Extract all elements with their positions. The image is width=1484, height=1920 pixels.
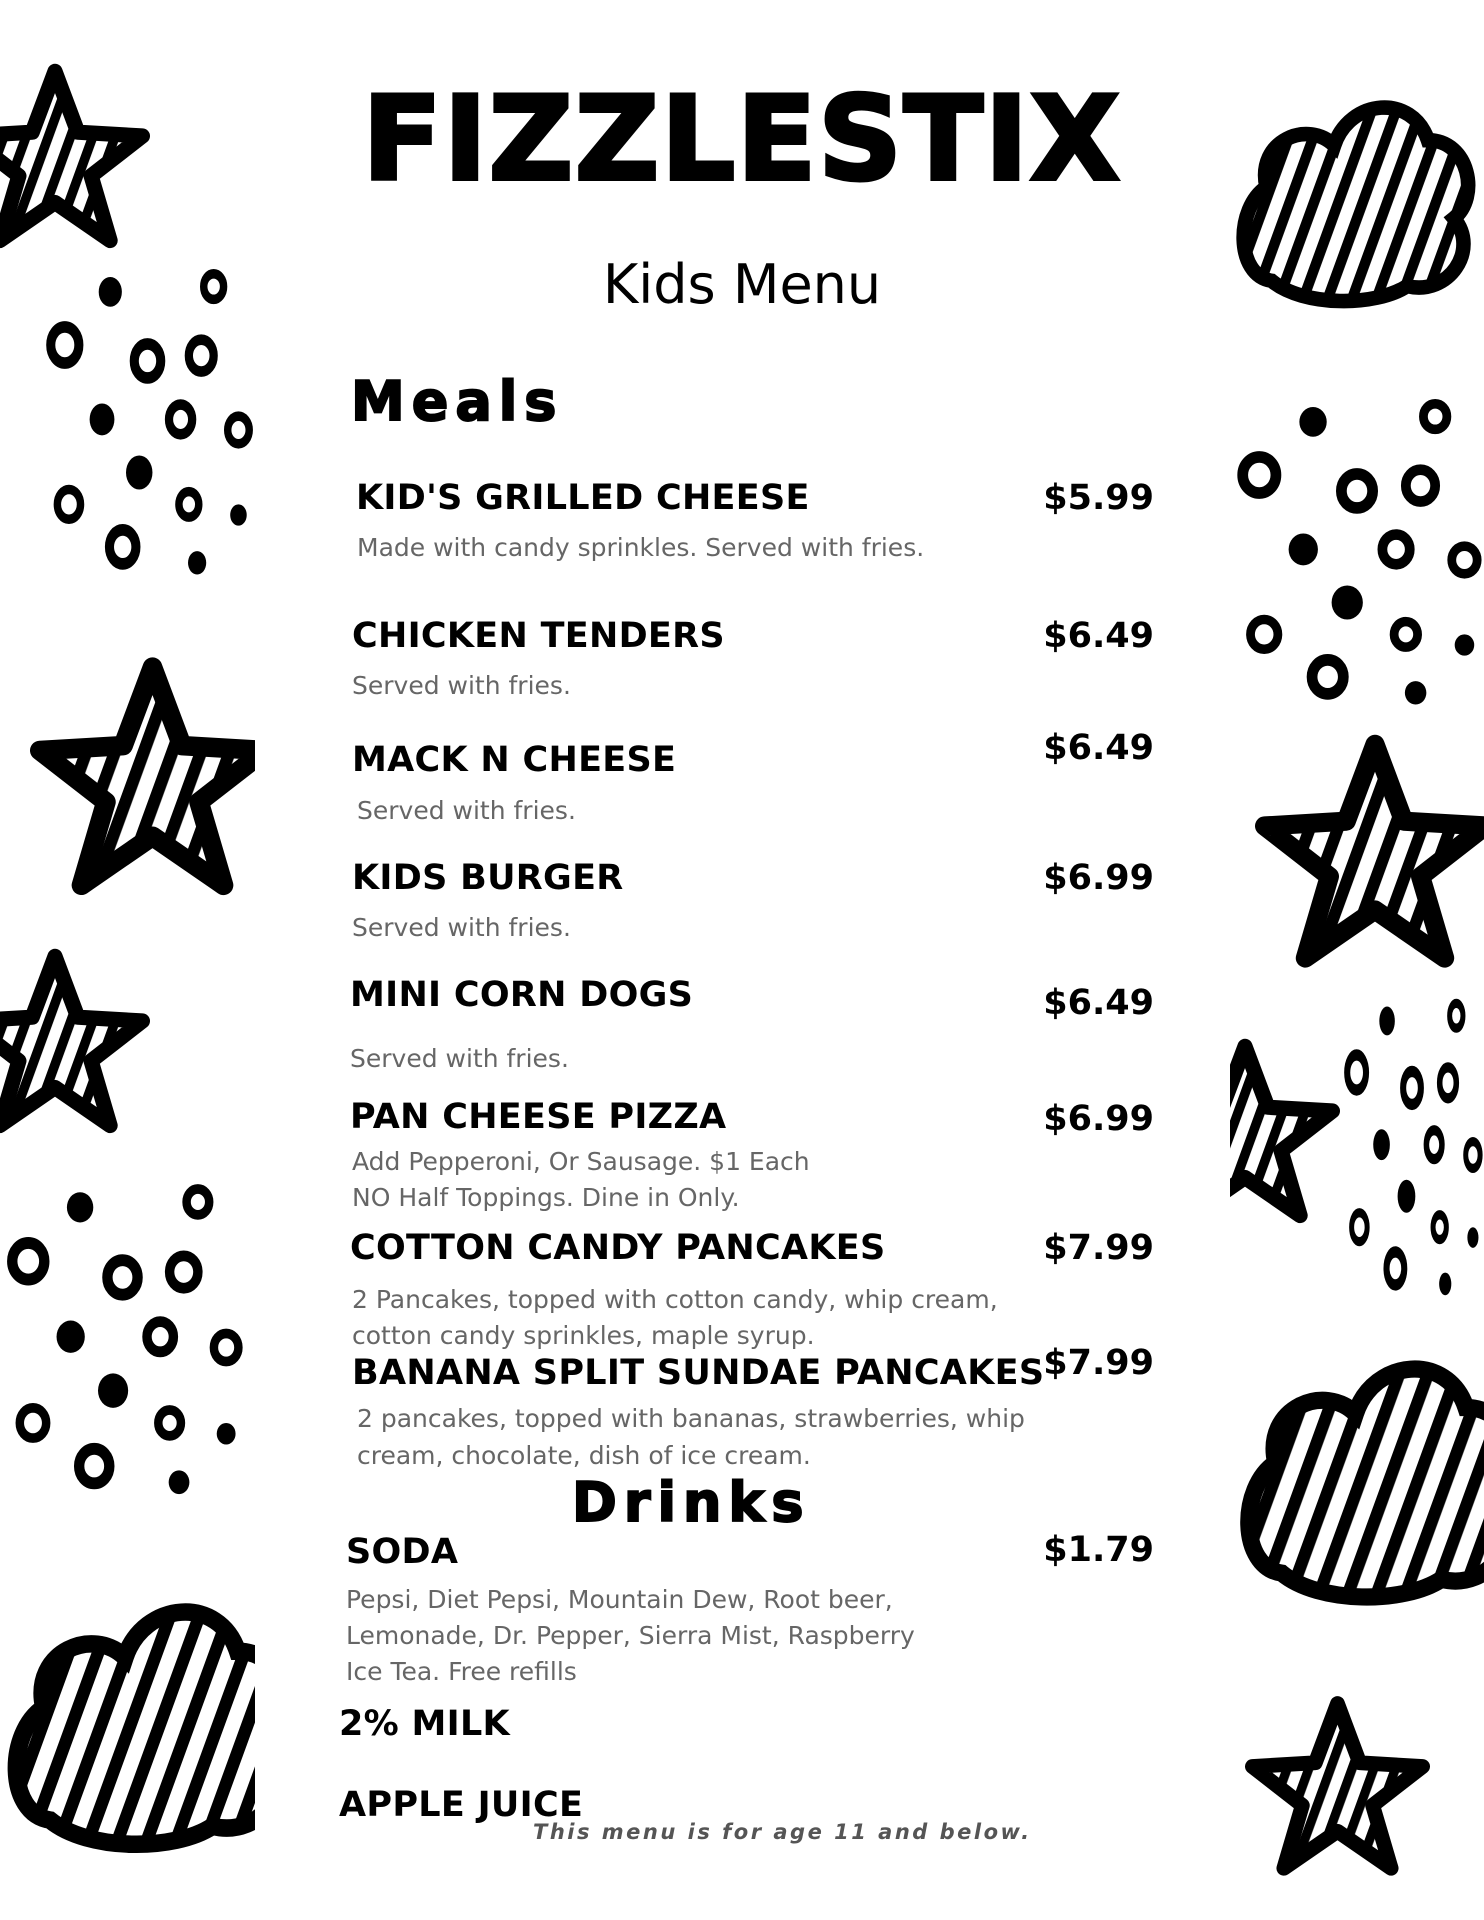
striped-star-icon [1255,725,1484,975]
item-name: COTTON CANDY PANCAKES [350,1228,886,1268]
item-name: MACK N CHEESE [352,740,677,780]
item-price: $7.99 [1043,1228,1154,1268]
item-description: NO Half Toppings. Dine in Only. [352,1183,740,1212]
striped-star-icon [30,650,255,900]
item-description: Served with fries. [352,913,571,942]
item-price: $6.49 [1043,983,1154,1023]
item-name: 2% MILK [339,1704,510,1744]
item-name: APPLE JUICE [339,1785,584,1825]
item-price: $6.99 [1043,858,1154,898]
item-description: Ice Tea. Free refills [346,1657,577,1686]
item-description: Served with fries. [352,671,571,700]
section-heading-drinks: Drinks [572,1471,811,1534]
item-price: $7.99 [1043,1343,1154,1383]
item-description: 2 Pancakes, topped with cotton candy, whip cream, [352,1285,998,1314]
item-description: Pepsi, Diet Pepsi, Mountain Dew, Root beer, [346,1585,893,1614]
item-name: SODA [346,1532,459,1572]
item-description: Made with candy sprinkles. Served with fries. [357,533,925,562]
section-heading-meals: Meals [351,370,564,433]
item-description: Lemonade, Dr. Pepper, Sierra Mist, Raspberry [346,1621,915,1650]
item-name: PAN CHEESE PIZZA [350,1097,727,1137]
item-price: $6.99 [1043,1099,1154,1139]
item-description: Add Pepperoni, Or Sausage. $1 Each [352,1147,810,1176]
footer-note: This menu is for age 11 and below. [533,1820,1032,1844]
item-description: 2 pancakes, topped with bananas, strawberries, whip [357,1404,1025,1433]
item-name: MINI CORN DOGS [350,975,694,1015]
striped-cloud-icon [1230,1340,1484,1610]
item-name: KID'S GRILLED CHEESE [356,478,810,518]
item-description: Served with fries. [357,796,576,825]
item-description: Served with fries. [350,1044,569,1073]
dots-pattern-icon [0,1175,245,1520]
item-price: $6.49 [1043,728,1154,768]
striped-star-icon [1245,1685,1430,1885]
dots-pattern-icon [1230,390,1484,730]
item-price: $6.49 [1043,616,1154,656]
item-price: $5.99 [1043,478,1154,518]
item-name: KIDS BURGER [352,858,624,898]
striped-cloud-icon [0,1570,255,1890]
striped-star-icon [1230,1030,1340,1230]
item-price: $1.79 [1043,1530,1154,1570]
item-name: BANANA SPLIT SUNDAE PANCAKES [352,1353,1045,1393]
page-subtitle: Kids Menu [602,253,882,316]
item-description: cream, chocolate, dish of ice cream. [357,1441,811,1470]
item-name: CHICKEN TENDERS [352,616,725,656]
striped-star-icon [0,940,150,1140]
dots-pattern-icon [1340,990,1484,1320]
item-description: cotton candy sprinkles, maple syrup. [352,1321,815,1350]
page-title: FIZZLESTIX [362,72,1122,207]
